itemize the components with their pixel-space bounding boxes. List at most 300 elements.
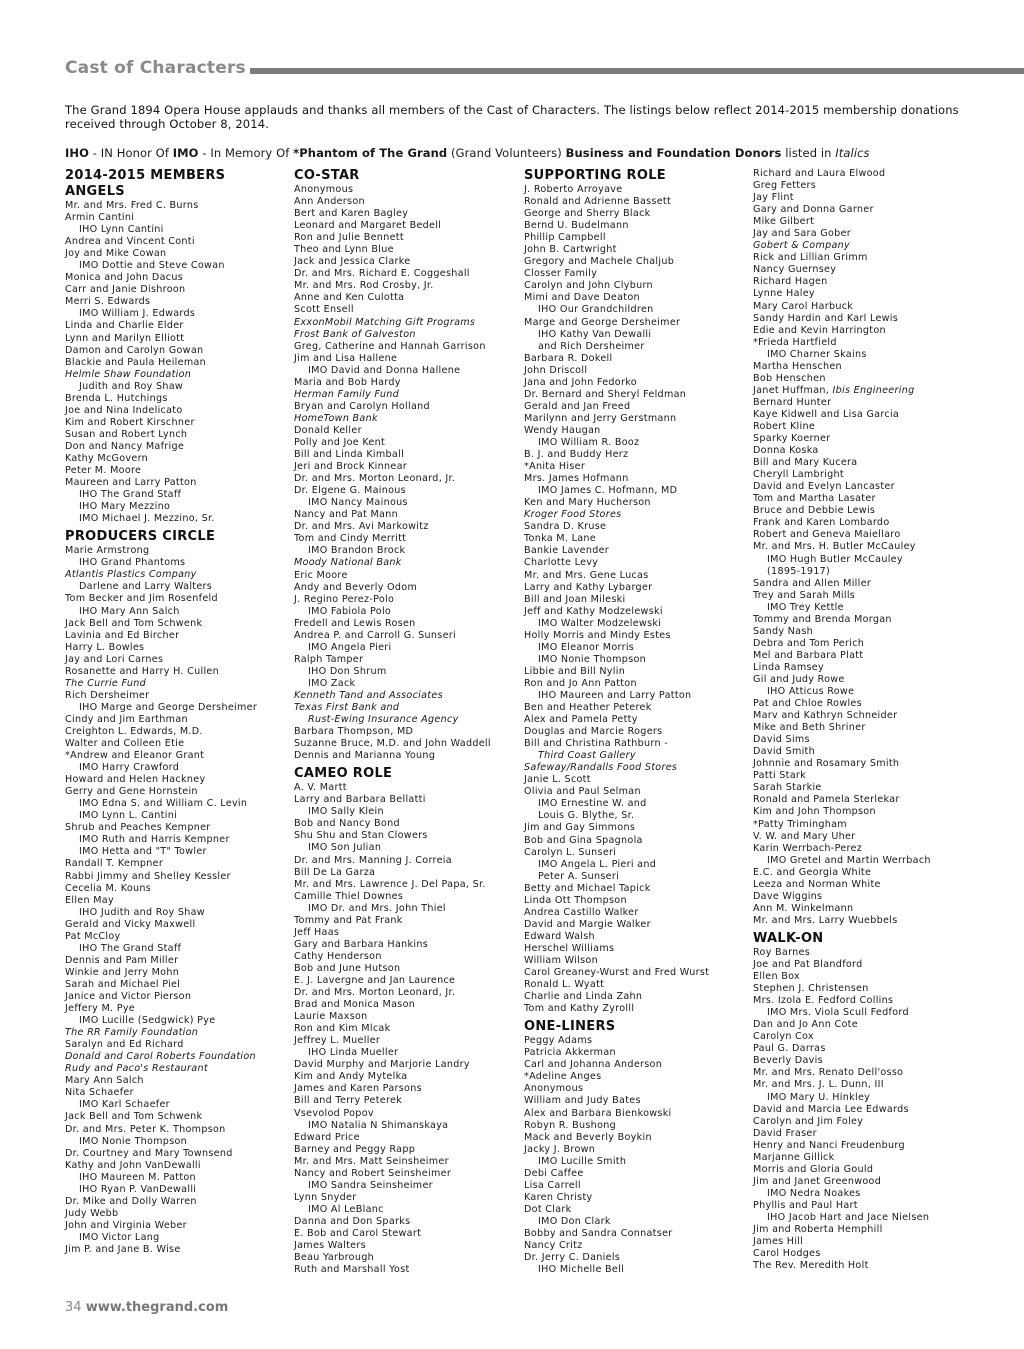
tribute-line: IMO Michael J. Mezzino, Sr. xyxy=(79,513,215,525)
tribute-line: IMO William J. Edwards xyxy=(79,308,196,320)
member-name: Janie L. Scott xyxy=(524,774,591,786)
member-name xyxy=(753,385,983,397)
member-name: James Walters xyxy=(294,1240,366,1252)
member-name: Olivia and Paul Selman xyxy=(524,786,641,798)
member-name: Edie and Kevin Harrington xyxy=(753,324,886,336)
member-name: Kathy McGovern xyxy=(65,452,149,464)
member-name: Gerald and Vicky Maxwell xyxy=(65,918,196,930)
member-name: Richard Hagen xyxy=(753,276,828,288)
member-name: Larry and Barbara Bellatti xyxy=(294,794,426,806)
member-name: Rich Dersheimer xyxy=(65,689,150,701)
member-name: Dan and Jo Ann Cote xyxy=(753,1019,858,1031)
tribute-line: IMO James C. Hofmann, MD xyxy=(538,485,678,497)
member-name: Dr. Elgene G. Mainous xyxy=(294,485,406,497)
member-name: Andy and Beverly Odom xyxy=(294,581,418,593)
legend-italics: Italics xyxy=(835,146,870,160)
member-name: Blackie and Paula Heileman xyxy=(65,356,207,368)
member-name: Herman Family Fund xyxy=(294,388,399,400)
tribute-line: IMO Lucille Smith xyxy=(538,1155,627,1167)
member-name: Debra and Tom Perich xyxy=(753,637,865,649)
member-name: William Wilson xyxy=(524,955,598,966)
member-name: James Hill xyxy=(753,1236,804,1248)
member-name: Bob Henschen xyxy=(753,372,826,384)
member-name: Walter and Colleen Etie xyxy=(65,738,185,750)
member-name: John Driscoll xyxy=(524,364,588,376)
member-name: Charlotte Levy xyxy=(524,557,599,569)
member-name: Beau Yarbrough xyxy=(294,1252,374,1264)
member-name: Charlie and Linda Zahn xyxy=(524,991,643,1003)
member-name: E.C. and Georgia White xyxy=(753,866,872,878)
member-name: Closser Family xyxy=(524,268,598,280)
tribute-line: IHO Jacob Hart and Jace Nielsen xyxy=(767,1211,930,1223)
legend-phantom: *Phantom of The Grand xyxy=(293,146,448,160)
section-heading: SUPPORTING ROLE xyxy=(524,168,666,183)
member-name: Cathy Henderson xyxy=(294,950,382,962)
member-name: Morris and Gloria Gould xyxy=(753,1163,874,1175)
member-name: J. Roberto Arroyave xyxy=(524,184,623,195)
tribute-line: IMO David and Donna Hallene xyxy=(308,364,461,376)
column-2 xyxy=(294,168,524,1276)
member-name: Phillip Campbell xyxy=(524,232,606,244)
member-name: Dr. Courtney and Mary Townsend xyxy=(65,1147,233,1159)
member-name: Herschel Williams xyxy=(524,942,615,954)
section-heading: CAMEO ROLE xyxy=(294,766,393,782)
tribute-line: Darlene and Larry Walters xyxy=(79,581,213,593)
member-name: Holly Morris and Mindy Estes xyxy=(524,629,671,641)
section-heading: CO-STAR xyxy=(294,168,360,183)
page-number: 34 xyxy=(65,1300,82,1315)
member-name: Kim and Robert Kirschner xyxy=(65,416,195,428)
member-name: Creighton L. Edwards, M.D. xyxy=(65,725,203,737)
member-name: Tommy and Brenda Morgan xyxy=(753,613,892,625)
member-name: Bob and June Hutson xyxy=(294,962,401,974)
member-name: E. J. Lavergne and Jan Laurence xyxy=(294,975,456,986)
member-name: Dr. Bernard and Sheryl Feldman xyxy=(524,388,687,400)
member-name: James and Karen Parsons xyxy=(294,1083,422,1095)
tribute-line: IMO Fabiola Polo xyxy=(308,605,392,617)
member-name: *Anita Hiser xyxy=(524,461,586,473)
member-name: Shrub and Peaches Kempner xyxy=(65,822,211,834)
member-name: Janice and Victor Pierson xyxy=(65,991,192,1002)
member-name: Joy and Mike Cowan xyxy=(65,248,167,260)
member-name: Leonard and Margaret Bedell xyxy=(294,220,442,232)
member-name: Mr. and Mrs. Fred C. Burns xyxy=(65,200,199,211)
member-name: Jeffrey L. Mueller xyxy=(294,1035,381,1047)
member-name: Nancy and Pat Mann xyxy=(294,509,398,521)
member-name: Barney and Peggy Rapp xyxy=(294,1143,416,1155)
member-name: Larry and Kathy Lybarger xyxy=(524,581,653,593)
member-name: Linda Ott Thompson xyxy=(524,894,627,906)
member-name: Maureen and Larry Patton xyxy=(65,477,197,489)
member-name: Carolyn L. Sunseri xyxy=(524,846,617,858)
member-name: Atlantis Plastics Company xyxy=(65,569,197,581)
site-url[interactable]: www.thegrand.com xyxy=(85,1300,229,1315)
member-name: Jeff and Kathy Modzelewski xyxy=(524,605,663,617)
member-name: Mr. and Mrs. J. L. Dunn, III xyxy=(753,1079,884,1091)
member-name: Gary and Barbara Hankins xyxy=(294,938,429,950)
member-name: Linda Ramsey xyxy=(753,661,824,673)
tribute-line: IHO Our Grandchildren xyxy=(538,304,654,316)
member-name: Greg Fetters xyxy=(753,180,817,192)
member-name: Debi Caffee xyxy=(524,1167,584,1179)
member-name: Peggy Adams xyxy=(524,1035,593,1047)
member-name: Mimi and Dave Deaton xyxy=(524,292,640,304)
member-name: Nancy and Robert Seinsheimer xyxy=(294,1167,452,1179)
member-name: Monica and John Dacus xyxy=(65,272,184,284)
member-name: Cheryll Lambright xyxy=(753,469,844,481)
tribute-line: IMO Sally Klein xyxy=(308,806,384,818)
member-name: Tommy and Pat Frank xyxy=(294,914,403,926)
member-name: Ron and Jo Ann Patton xyxy=(524,677,637,689)
member-name: Carolyn and John Clyburn xyxy=(524,280,653,292)
member-name: Lynne Haley xyxy=(753,288,815,300)
tribute-line: (1895-1917) xyxy=(767,565,831,577)
member-name: Sparky Koerner xyxy=(753,433,831,445)
member-name: Ron and Kim Mlcak xyxy=(294,1023,391,1035)
member-name: Greg, Catherine and Hannah Garrison xyxy=(294,340,486,352)
member-name: Mrs. James Hofmann xyxy=(524,473,629,485)
member-name: Camille Thiel Downes xyxy=(294,890,404,902)
tribute-line: IMO Lucille (Sedgwick) Pye xyxy=(79,1015,216,1027)
member-name: Jay Flint xyxy=(753,192,794,204)
page-title: Cast of Characters xyxy=(65,58,246,78)
tribute-line: IMO Charner Skains xyxy=(767,348,867,360)
member-name: Ronald and Pamela Sterlekar xyxy=(753,794,900,806)
member-name: Kenneth Tand and Associates xyxy=(294,689,443,701)
member-name: Betty and Michael Tapick xyxy=(524,882,651,894)
member-name: *Andrew and Eleanor Grant xyxy=(65,750,205,762)
member-name: Karin Werrbach-Perez xyxy=(753,842,863,854)
column-3 xyxy=(524,168,754,1276)
member-name: Carolyn Cox xyxy=(753,1031,814,1043)
member-name: John and Virginia Weber xyxy=(65,1219,187,1231)
legend-iho-desc: - IN Honor Of xyxy=(88,146,173,160)
member-name: Linda and Charlie Elder xyxy=(65,320,184,332)
member-name: Rosanette and Harry H. Cullen xyxy=(65,665,220,677)
member-name: Karen Christy xyxy=(524,1191,593,1203)
legend xyxy=(65,146,965,160)
member-name: David Smith xyxy=(753,746,815,758)
member-name: Ralph Tamper xyxy=(294,653,364,665)
member-name: Polly and Joe Kent xyxy=(294,436,386,448)
member-name: Dave Wiggins xyxy=(753,890,823,902)
member-name: Bobby and Sandra Connatser xyxy=(524,1227,673,1239)
member-name: The Currie Fund xyxy=(65,677,147,689)
member-name: Gobert & Company xyxy=(753,240,851,252)
member-name: Bill and Mary Kucera xyxy=(753,457,858,469)
member-name: Mr. and Mrs. Rod Crosby, Jr. xyxy=(294,280,434,292)
member-name: George and Sherry Black xyxy=(524,208,651,220)
member-name: Marjanne Gillick xyxy=(753,1151,835,1163)
member-name: Marge and George Dersheimer xyxy=(524,316,681,328)
member-name: Kim and John Thompson xyxy=(753,806,876,818)
member-name: Trey and Sarah Mills xyxy=(753,589,856,601)
member-name: Mel and Barbara Platt xyxy=(753,649,864,661)
member-name: Patti Stark xyxy=(753,770,807,782)
member-name: Lynn Snyder xyxy=(294,1191,357,1203)
tribute-line: IMO Walter Modzelewski xyxy=(538,617,662,629)
member-name: Jim and Gay Simmons xyxy=(524,822,636,834)
tribute-line: IHO Kathy Van Dewalli xyxy=(538,328,652,340)
member-name: Mr. and Mrs. Larry Wuebbels xyxy=(753,914,898,926)
member-name: Bert and Karen Bagley xyxy=(294,208,409,220)
member-name: Bill and Joan Mileski xyxy=(524,593,626,605)
member-name: Douglas and Marcie Rogers xyxy=(524,726,663,738)
member-name: Donald and Carol Roberts Foundation xyxy=(65,1051,256,1063)
member-name: Gregory and Machele Chaljub xyxy=(524,256,675,268)
member-name: Robert Kline xyxy=(753,420,816,432)
member-name: Bill and Linda Kimball xyxy=(294,449,405,461)
member-name: Libbie and Bill Nylin xyxy=(524,665,626,677)
member-name: Donald Keller xyxy=(294,424,362,436)
member-name: Marv and Kathryn Schneider xyxy=(753,710,898,722)
member-name: Jay and Sara Gober xyxy=(753,228,852,240)
tribute-line: IMO Angela Pieri xyxy=(308,641,392,653)
tribute-line: IHO Linda Mueller xyxy=(308,1047,399,1059)
member-name: Eric Moore xyxy=(294,569,348,581)
member-name: Andrea Castillo Walker xyxy=(524,906,639,918)
member-name: Ben and Heather Peterek xyxy=(524,702,652,714)
legend-iho: IHO xyxy=(65,146,89,160)
member-name: Johnnie and Rosamary Smith xyxy=(753,758,900,770)
member-name: Marie Armstrong xyxy=(65,545,150,557)
legend-imo-desc: - In Memory Of xyxy=(198,146,294,160)
member-name: Texas First Bank and xyxy=(294,702,400,714)
tribute-line: IHO Grand Phantoms xyxy=(79,557,186,569)
member-name: Bankie Lavender xyxy=(524,545,610,557)
member-name: Don and Nancy Mafrige xyxy=(65,440,185,452)
member-name: Phyllis and Paul Hart xyxy=(753,1199,858,1211)
tribute-line: IMO Edna S. and William C. Levin xyxy=(79,798,248,810)
member-name: Jack Bell and Tom Schwenk xyxy=(65,1111,203,1123)
member-name: Gary and Donna Garner xyxy=(753,204,874,216)
member-name: Joe and Pat Blandford xyxy=(753,959,863,970)
member-name: Sandy Nash xyxy=(753,625,814,637)
tribute-line: IMO Son Julian xyxy=(308,842,382,854)
member-name: David Fraser xyxy=(753,1127,817,1139)
member-name: Alex and Barbara Bienkowski xyxy=(524,1107,672,1119)
member-name: Jana and John Fedorko xyxy=(524,376,637,388)
member-name: David Sims xyxy=(753,734,810,746)
member-name: Dr. and Mrs. Morton Leonard, Jr. xyxy=(294,473,456,485)
member-name: Bruce and Debbie Lewis xyxy=(753,505,876,517)
member-name: Carol Hodges xyxy=(753,1248,821,1260)
tribute-line: IMO Victor Lang xyxy=(79,1231,160,1243)
tribute-line: IMO Lynn L. Cantini xyxy=(79,810,178,822)
member-name: Mr. and Mrs. Gene Lucas xyxy=(524,569,649,581)
member-name: Jim and Lisa Hallene xyxy=(294,352,398,364)
legend-phantom-desc: (Grand Volunteers) xyxy=(447,146,566,160)
member-name: Nancy Critz xyxy=(524,1240,583,1252)
member-name: Merri S. Edwards xyxy=(65,296,151,308)
member-name: Bryan and Carolyn Holland xyxy=(294,400,430,412)
member-name: Edward Price xyxy=(294,1131,360,1143)
tribute-line: IMO Natalia N Shimanskaya xyxy=(308,1119,449,1131)
tribute-line: IMO Nancy Mainous xyxy=(308,497,408,509)
member-name: B. J. and Buddy Herz xyxy=(524,449,629,461)
tribute-line: Peter A. Sunseri xyxy=(538,870,620,882)
tribute-line: IMO William R. Booz xyxy=(538,436,640,448)
member-name: Carl and Johanna Anderson xyxy=(524,1059,663,1071)
legend-business-desc: listed in xyxy=(781,146,836,160)
section-heading: ONE-LINERS xyxy=(524,1019,616,1035)
member-name: *Patty Trimingham xyxy=(753,818,847,830)
member-name: Henry and Nanci Freudenburg xyxy=(753,1139,905,1151)
member-name: Randall T. Kempner xyxy=(65,858,164,870)
tribute-line: IMO Angela L. Pieri and xyxy=(538,858,657,870)
tribute-line: IMO Gretel and Martin Werrbach xyxy=(767,854,931,866)
member-name: Bob and Gina Spagnola xyxy=(524,834,643,846)
member-name: Laurie Maxson xyxy=(294,1011,368,1023)
member-name: William and Judy Bates xyxy=(524,1095,641,1107)
member-name: Saralyn and Ed Richard xyxy=(65,1039,184,1051)
member-name: Nancy Guernsey xyxy=(753,264,837,276)
tribute-line: IMO Nonie Thompson xyxy=(538,653,647,665)
member-name: Tom and Martha Lasater xyxy=(753,493,876,505)
page-header xyxy=(65,58,1024,82)
tribute-line: IHO Lynn Cantini xyxy=(79,224,164,236)
tribute-line: IMO Dr. and Mrs. John Thiel xyxy=(308,902,446,914)
member-name: Jeri and Brock Kinnear xyxy=(294,461,407,473)
intro-paragraph: The Grand 1894 Opera House applauds and thanks all members of the Cast of Characters. The listings below reflect 2014-2015 membership donations received through October 8, 2014. xyxy=(65,103,959,131)
tribute-line: IMO Nonie Thompson xyxy=(79,1135,188,1147)
tribute-line: IHO Mary Ann Salch xyxy=(79,605,180,617)
tribute-line: IMO Harry Crawford xyxy=(79,762,180,774)
member-name: Jack Bell and Tom Schwenk xyxy=(65,617,203,629)
tribute-line: IMO Trey Kettle xyxy=(767,601,844,613)
member-name: Roy Barnes xyxy=(753,946,811,958)
tribute-line: IHO Ryan P. VanDewalli xyxy=(79,1183,197,1195)
member-name: Dr. and Mrs. Manning J. Correia xyxy=(294,854,452,866)
member-name: HomeTown Bank xyxy=(294,412,378,424)
member-name: Robert and Geneva Maiellaro xyxy=(753,529,901,541)
member-name: Carolyn and Jim Foley xyxy=(753,1115,864,1127)
tribute-line: IMO Al LeBlanc xyxy=(308,1203,384,1215)
member-name: Rick and Lillian Grimm xyxy=(753,252,868,264)
business-name: Ibis Engineering xyxy=(832,384,915,396)
member-name: Damon and Carolyn Gowan xyxy=(65,344,204,356)
member-name: Judy Webb xyxy=(65,1207,119,1219)
member-name: Marilynn and Jerry Gerstmann xyxy=(524,412,677,424)
member-name: Leeza and Norman White xyxy=(753,878,881,890)
member-name: Armin Cantini xyxy=(65,212,135,224)
member-name: Pat McCloy xyxy=(65,930,121,942)
member-name: Ann Anderson xyxy=(294,196,365,208)
tribute-line: IMO Eleanor Morris xyxy=(538,641,635,653)
member-name: Frost Bank of Galveston xyxy=(294,328,416,340)
member-name: Maria and Bob Hardy xyxy=(294,376,401,388)
member-name: Bernard Hunter xyxy=(753,396,832,408)
tribute-line: and Rich Dersheimer xyxy=(538,340,645,352)
member-name: Kroger Food Stores xyxy=(524,509,622,521)
member-name: Howard and Helen Hackney xyxy=(65,774,206,786)
member-name: Tonka M. Lane xyxy=(524,533,596,545)
member-name: Bob and Nancy Bond xyxy=(294,818,400,830)
member-name: Mr. and Mrs. Matt Seinsheimer xyxy=(294,1155,449,1167)
member-name: Beverly Davis xyxy=(753,1055,823,1067)
member-name: Nita Schaefer xyxy=(65,1087,134,1099)
member-name: Tom and Cindy Merritt xyxy=(294,533,407,545)
member-name: Susan and Robert Lynch xyxy=(65,428,188,440)
member-name: Kathy and John VanDewalli xyxy=(65,1159,201,1171)
member-name: Dr. and Mrs. Avi Markowitz xyxy=(294,521,429,533)
member-name-text: Janet Huffman, xyxy=(753,384,833,396)
member-name: E. Bob and Carol Stewart xyxy=(294,1227,422,1239)
member-name: Mack and Beverly Boykin xyxy=(524,1131,652,1143)
member-name: Gil and Judy Rowe xyxy=(753,673,845,685)
member-name: Ellen May xyxy=(65,894,114,906)
member-name: Jeff Haas xyxy=(294,926,340,938)
member-name: A. V. Martt xyxy=(294,782,347,794)
member-name: Bill and Terry Peterek xyxy=(294,1095,403,1107)
member-name: Patricia Akkerman xyxy=(524,1047,616,1059)
member-name: Cindy and Jim Earthman xyxy=(65,713,188,725)
tribute-line: IMO Zack xyxy=(308,677,356,689)
member-name: The Rev. Meredith Holt xyxy=(753,1260,869,1272)
member-name: Donna Koska xyxy=(753,445,819,457)
tribute-line: IHO Mary Mezzino xyxy=(79,501,171,513)
member-name: Andrea P. and Carroll G. Sunseri xyxy=(294,629,457,641)
member-name: Dr. Mike and Dolly Warren xyxy=(65,1195,197,1207)
tribute-line: IHO The Grand Staff xyxy=(79,489,182,501)
member-name: David and Marcia Lee Edwards xyxy=(753,1103,909,1115)
member-name: Sarah Starkie xyxy=(753,782,822,794)
member-name: Jim and Janet Greenwood xyxy=(753,1175,882,1187)
member-name: Scott Ensell xyxy=(294,304,354,316)
tribute-line: IMO Mrs. Viola Scull Fedford xyxy=(767,1007,909,1019)
member-name: Pat and Chloe Rowles xyxy=(753,698,862,710)
member-name: Dr. and Mrs. Morton Leonard, Jr. xyxy=(294,987,456,999)
member-name: Dot Clark xyxy=(524,1203,572,1215)
member-name: Brad and Monica Mason xyxy=(294,999,416,1011)
member-name: Mary Ann Salch xyxy=(65,1075,144,1087)
member-name: Safeway/Randalls Food Stores xyxy=(524,762,678,774)
tribute-line: Rust-Ewing Insurance Agency xyxy=(308,714,459,726)
member-name: Paul G. Darras xyxy=(753,1043,826,1055)
member-name: Lisa Carrell xyxy=(524,1179,581,1191)
member-name: Dr. Jerry C. Daniels xyxy=(524,1252,621,1264)
member-name: Wendy Haugan xyxy=(524,424,601,436)
member-name: Helmle Shaw Foundation xyxy=(65,368,192,380)
member-name: Ronald and Adrienne Bassett xyxy=(524,196,672,208)
legend-imo: IMO xyxy=(172,146,199,160)
member-name: Cecelia M. Kouns xyxy=(65,882,152,894)
page-footer xyxy=(65,1300,228,1315)
member-name: Moody National Bank xyxy=(294,557,402,569)
member-name: Sandra D. Kruse xyxy=(524,521,607,533)
member-name: Mary Carol Harbuck xyxy=(753,300,854,312)
tribute-line: IMO Hugh Butler McCauley xyxy=(767,553,903,565)
section-heading: WALK-ON xyxy=(753,930,824,946)
member-name: Martha Henschen xyxy=(753,360,842,372)
member-name: Mr. and Mrs. Lawrence J. Del Papa, Sr. xyxy=(294,878,486,890)
member-name: Lynn and Marilyn Elliott xyxy=(65,332,185,344)
member-name: Dennis and Marianna Young xyxy=(294,750,436,762)
member-name: Stephen J. Christensen xyxy=(753,983,869,995)
tribute-line: IHO Maureen and Larry Patton xyxy=(538,689,692,701)
member-name: Joe and Nina Indelicato xyxy=(65,404,183,416)
member-name: Mr. and Mrs. Renato Dell'osso xyxy=(753,1067,904,1079)
member-name: Anonymous xyxy=(524,1083,584,1095)
member-name: Ron and Julie Bennett xyxy=(294,232,404,244)
member-name: Sandra and Allen Miller xyxy=(753,577,872,589)
member-name: Bernd U. Budelmann xyxy=(524,220,629,232)
member-name: Gerald and Jan Freed xyxy=(524,400,631,412)
member-name: Jeffery M. Pye xyxy=(65,1003,136,1015)
tribute-line: IMO Brandon Brock xyxy=(308,545,406,557)
member-name: Harry L. Bowles xyxy=(65,641,145,653)
tribute-line: IMO Mary U. Hinkley xyxy=(767,1091,871,1103)
